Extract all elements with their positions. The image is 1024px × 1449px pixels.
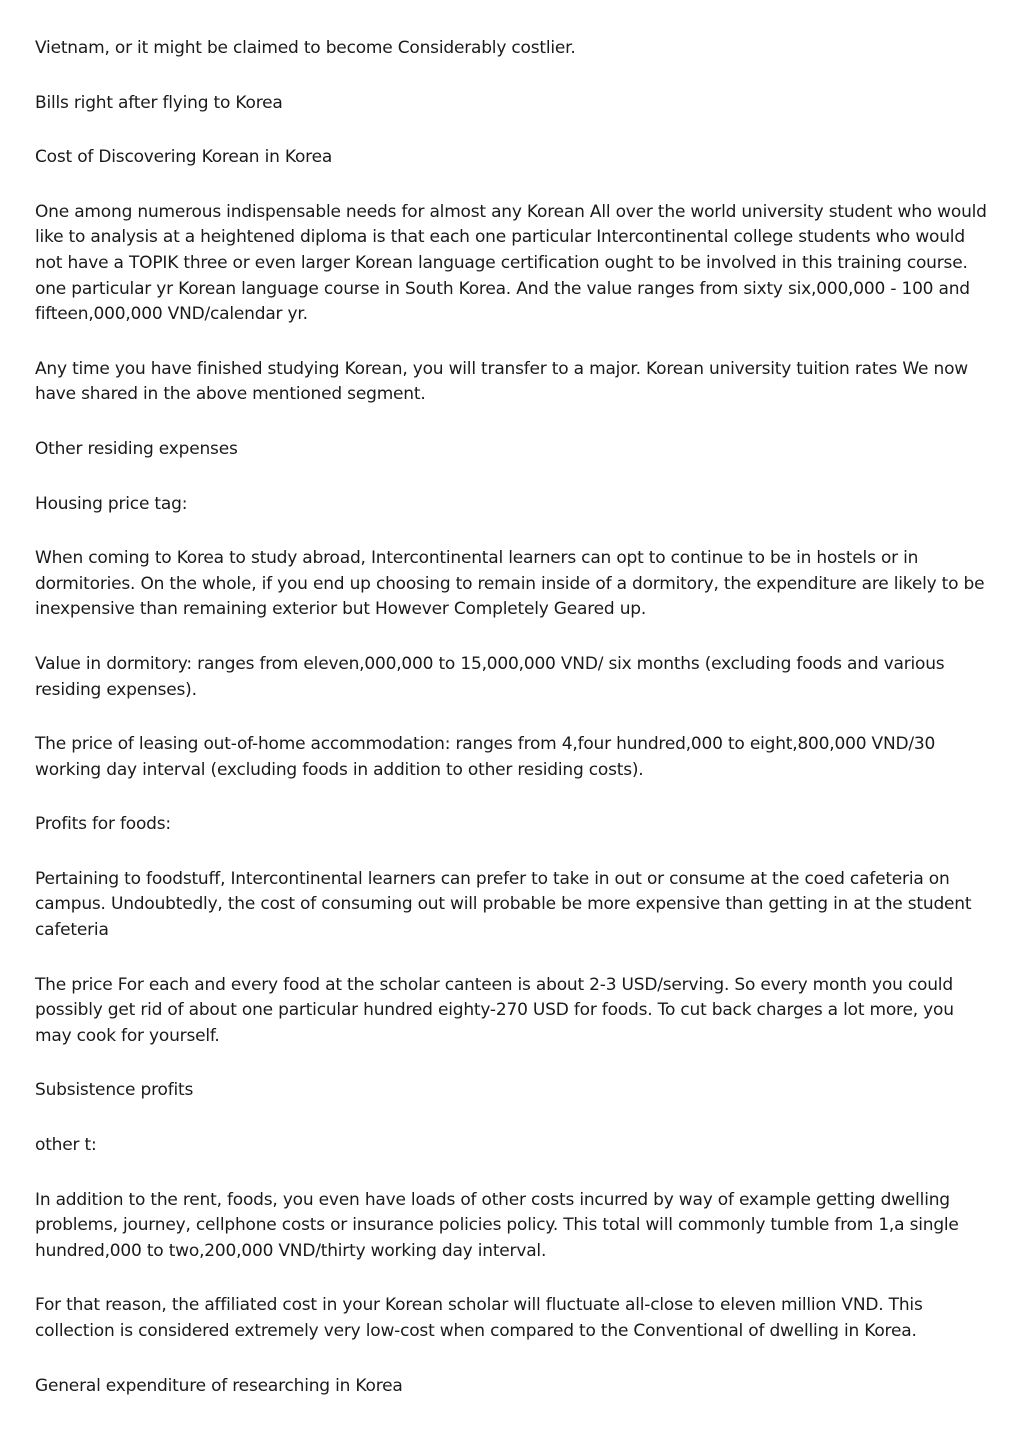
heading-housing-price: Housing price tag: [35,493,188,514]
document-body [35,36,993,1428]
paragraph-total-cost: For that reason, the affiliated cost in your Korean scholar will fluctuate all-close to eleven million VND. This collection is considered extremely very low-cost when compared to the Conventional of dwelling in Korea. [35,1295,923,1341]
paragraph-intro-line: Vietnam, or it might be claimed to become Considerably costlier. [35,38,576,58]
paragraph-transfer-major: Any time you have finished studying Korean, you will transfer to a major. Korean university tuition rates We now have shared in the above mentioned segment. [35,358,968,405]
paragraph-other-costs: In addition to the rent, foods, you even have loads of other costs incurred by way of example getting dwelling problems, journey, cellphone costs or insurance policies policy. This total will commonly tumble from 1,a single hundred,000 to two,200,000 VND/thirty working day interval. [35,1189,959,1261]
heading-cost-learning-korean: Cost of Discovering Korean in Korea [35,147,333,168]
heading-other: other t: [35,1135,97,1156]
heading-general-expenditure: General expenditure of researching in Korea [35,1375,403,1396]
heading-other-living-expenses: Other residing expenses [35,438,238,459]
heading-bills-after-flying: Bills right after flying to Korea [35,92,283,113]
paragraph-canteen-price: The price For each and every food at the scholar canteen is about 2-3 USD/serving. So every month you could possibly get rid of about one particular hundred eighty-270 USD for foods. To cut back charges a lot more, you may cook for yourself. [35,974,954,1046]
paragraph-leasing-price: The price of leasing out-of-home accommodation: ranges from 4,four hundred,000 to eight,800,000 VND/30 working day interval (excluding foods in addition to other residing costs). [35,734,936,780]
heading-food-costs: Profits for foods: [35,814,171,835]
heading-subsistence: Subsistence profits [35,1080,194,1101]
paragraph-cafeteria: Pertaining to foodstuff, Intercontinental learners can prefer to take in out or consume at the coed cafeteria on campus. Undoubtedly, the cost of consuming out will probable be more expensive than getting in at the student cafeteria [35,868,972,941]
paragraph-language-course: One among numerous indispensable needs for almost any Korean All over the world university student who would like to analysis at a heightened diploma is that each one particular Intercontinental college students who would not have a TOPIK three or even larger Korean language certification ought to be involved in this training course. one particular yr Korean language course in South Korea. And the value ranges from sixty six,000,000 - 100 and fifteen,000,000 VND/calendar yr. [35,201,987,325]
paragraph-dormitory-value: Value in dormitory: ranges from eleven,000,000 to 15,000,000 VND/ six months (excluding foods and various residing expenses). [35,653,945,700]
paragraph-hostels-dormitories: When coming to Korea to study abroad, Intercontinental learners can opt to continue to be in hostels or in dormitories. On the whole, if you end up choosing to remain inside of a dormitory, the expenditure are likely to be inexpensive than remaining exterior but However Completely Geared up. [35,548,985,620]
